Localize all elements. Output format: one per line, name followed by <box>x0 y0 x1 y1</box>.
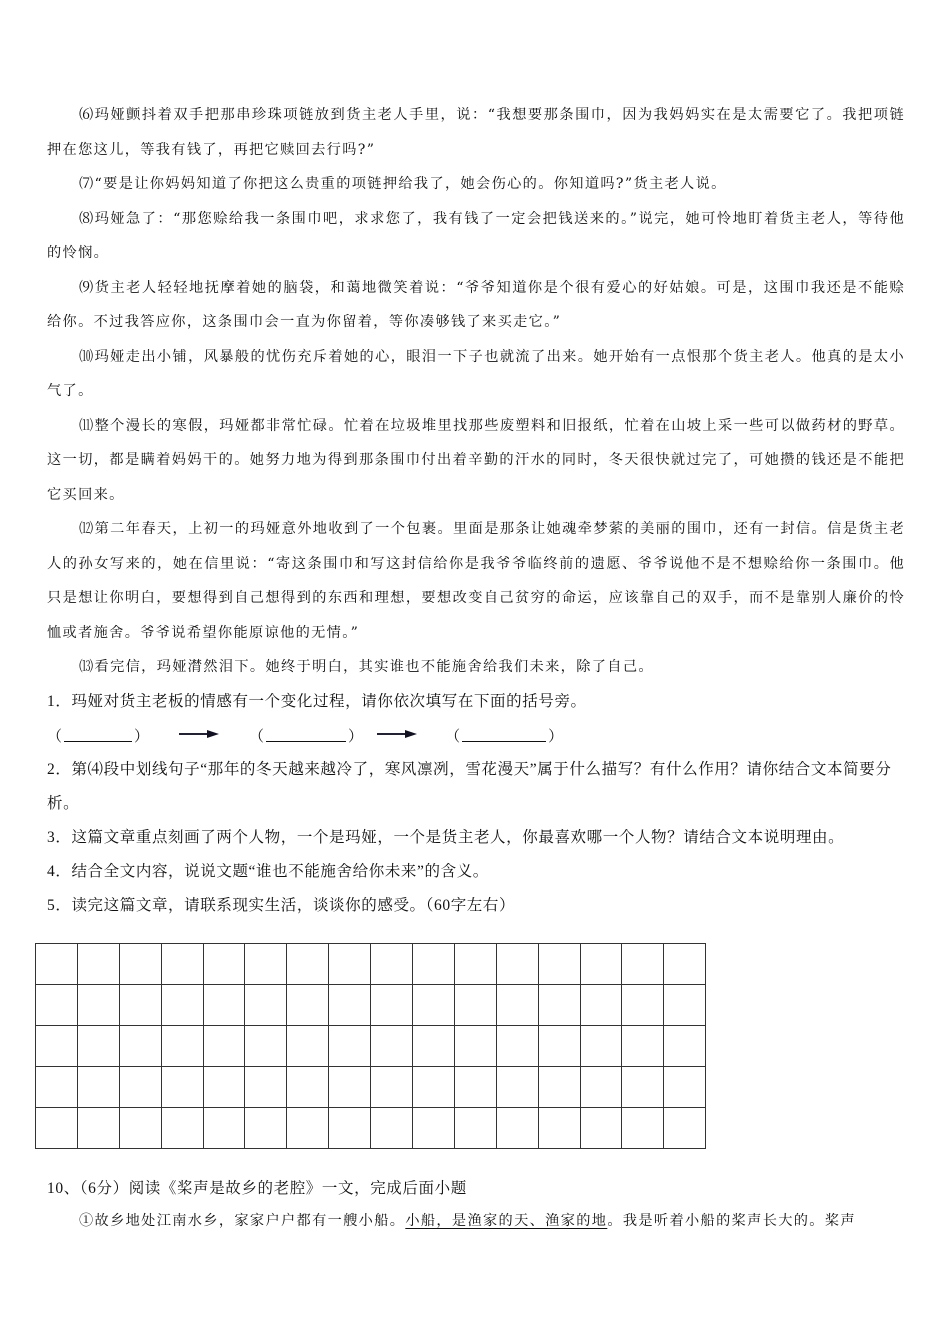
question-2: 2．第⑷段中划线句子“那年的冬天越来越冷了，寒风凛冽，雪花漫天”属于什么描写？有什么作用？请你结合文本简要分析。 <box>47 760 892 812</box>
paragraph-10: ⑽玛娅走出小铺，风暴般的忧伤充斥着她的心，眼泪一下子也就流了出来。她开始有一点恨那个货主老人。他真的是太小气了。 <box>47 348 905 399</box>
grid-cell[interactable] <box>538 1026 580 1067</box>
grid-row <box>36 1026 706 1067</box>
grid-cell[interactable] <box>203 1108 245 1149</box>
grid-cell[interactable] <box>664 1026 706 1067</box>
grid-cell[interactable] <box>329 1026 371 1067</box>
answer-grid[interactable] <box>35 943 706 1149</box>
passage <box>47 98 905 923</box>
grid-cell[interactable] <box>496 944 538 985</box>
grid-cell[interactable] <box>580 1067 622 1108</box>
grid-cell[interactable] <box>622 1026 664 1067</box>
paragraph-8: ⑻玛娅急了：“那您赊给我一条围巾吧，求求您了，我有钱了一定会把钱送来的。”说完，她可怜地盯着货主老人，等待他的怜悯。 <box>47 210 905 261</box>
grid-cell[interactable] <box>454 985 496 1026</box>
grid-cell[interactable] <box>496 985 538 1026</box>
grid-cell[interactable] <box>622 1067 664 1108</box>
grid-cell[interactable] <box>413 985 455 1026</box>
grid-cell[interactable] <box>664 1108 706 1149</box>
grid-cell[interactable] <box>245 1067 287 1108</box>
grid-cell[interactable] <box>538 1067 580 1108</box>
grid-row <box>36 944 706 985</box>
grid-cell[interactable] <box>245 944 287 985</box>
grid-cell[interactable] <box>580 1026 622 1067</box>
grid-cell[interactable] <box>622 985 664 1026</box>
question-5: 5．读完这篇文章，请联系现实生活，谈谈你的感受。（60字左右） <box>47 896 516 914</box>
grid-cell[interactable] <box>287 1026 329 1067</box>
grid-cell[interactable] <box>371 1026 413 1067</box>
grid-cell[interactable] <box>496 1026 538 1067</box>
section-10-title: 10、（6分）阅读《桨声是故乡的老腔》一文，完成后面小题 <box>47 1180 467 1197</box>
grid-cell[interactable] <box>664 1067 706 1108</box>
grid-cell[interactable] <box>371 944 413 985</box>
grid-cell[interactable] <box>329 1108 371 1149</box>
grid-cell[interactable] <box>496 1108 538 1149</box>
grid-cell[interactable] <box>161 944 203 985</box>
grid-cell[interactable] <box>287 944 329 985</box>
grid-cell[interactable] <box>496 1067 538 1108</box>
grid-cell[interactable] <box>119 1067 161 1108</box>
grid-cell[interactable] <box>371 985 413 1026</box>
grid-cell[interactable] <box>161 985 203 1026</box>
question-1: 1．玛娅对货主老板的情感有一个变化过程，请你依次填写在下面的括号旁。 <box>47 692 587 710</box>
grid-cell[interactable] <box>161 1026 203 1067</box>
grid-cell[interactable] <box>622 1108 664 1149</box>
grid-cell[interactable] <box>329 1067 371 1108</box>
grid-cell[interactable] <box>413 1108 455 1149</box>
grid-cell[interactable] <box>77 985 119 1026</box>
grid-cell[interactable] <box>329 944 371 985</box>
grid-cell[interactable] <box>413 1026 455 1067</box>
grid-cell[interactable] <box>161 1067 203 1108</box>
grid-cell[interactable] <box>664 944 706 985</box>
underlined-sentence: 小船，是渔家的天、渔家的地 <box>405 1213 608 1229</box>
grid-cell[interactable] <box>580 985 622 1026</box>
grid-cell[interactable] <box>245 1108 287 1149</box>
grid-cell[interactable] <box>329 985 371 1026</box>
grid-cell[interactable] <box>580 944 622 985</box>
grid-cell[interactable] <box>287 1067 329 1108</box>
grid-cell[interactable] <box>287 1108 329 1149</box>
grid-cell[interactable] <box>371 1067 413 1108</box>
grid-cell[interactable] <box>580 1108 622 1149</box>
grid-cell[interactable] <box>287 985 329 1026</box>
paragraph-12: ⑿第二年春天，上初一的玛娅意外地收到了一个包裹。里面是那条让她魂牵梦萦的美丽的围巾，还有一封信。信是货主老人的孙女写来的，她在信里说：“寄这条围巾和写这封信给你是我爷爷临终前的遗愿、爷爷说他不是不想赊给你一条围巾。他只是想让你明白，要想得到自己想得到的东西和理想，要想改变自己贫穷的命运，应该靠自己的双手，而不是靠别人廉价的怜恤或者施舍。爷爷说希望你能原谅他的无情。” <box>47 521 905 641</box>
question-4: 4．结合全文内容，说说文题“谁也不能施舍给你未来”的含义。 <box>47 862 489 880</box>
grid-cell[interactable] <box>119 985 161 1026</box>
grid-cell[interactable] <box>77 1108 119 1149</box>
grid-cell[interactable] <box>77 1026 119 1067</box>
section-10 <box>47 1172 905 1236</box>
grid-cell[interactable] <box>454 1108 496 1149</box>
grid-cell[interactable] <box>77 944 119 985</box>
grid-cell[interactable] <box>36 985 78 1026</box>
grid-cell[interactable] <box>245 1026 287 1067</box>
paragraph-6: ⑹玛娅颤抖着双手把那串珍珠项链放到货主老人手里，说：“我想要那条围巾，因为我妈妈实在是太需要它了。我把项链押在您这儿，等我有钱了，再把它赎回去行吗?” <box>47 107 905 158</box>
answer-blank-3[interactable]: （ ） <box>445 729 564 745</box>
grid-row <box>36 1067 706 1108</box>
grid-cell[interactable] <box>664 985 706 1026</box>
grid-cell[interactable] <box>203 1067 245 1108</box>
answer-blank-2[interactable]: （ ） <box>249 729 364 745</box>
arrow-right-icon <box>179 727 219 744</box>
grid-cell[interactable] <box>119 1026 161 1067</box>
grid-cell[interactable] <box>538 944 580 985</box>
grid-cell[interactable] <box>36 1108 78 1149</box>
question-3: 3．这篇文章重点刻画了两个人物，一个是玛娅，一个是货主老人，你最喜欢哪一个人物？请结合文本说明理由。 <box>47 828 845 846</box>
grid-cell[interactable] <box>119 1108 161 1149</box>
grid-cell[interactable] <box>203 985 245 1026</box>
section-10-paragraph-1: ①故乡地处江南水乡，家家户户都有一艘小船。小船，是渔家的天、渔家的地。我是听着小船的桨声长大的。桨声 <box>79 1213 856 1229</box>
paragraph-11: ⑾整个漫长的寒假，玛娅都非常忙碌。忙着在垃圾堆里找那些废塑料和旧报纸，忙着在山坡上采一些可以做药材的野草。这一切，都是瞒着妈妈干的。她努力地为得到那条围巾付出着辛勤的汗水的同时，冬天很快就过完了，可她攒的钱还是不能把它买回来。 <box>47 417 905 503</box>
grid-cell[interactable] <box>36 944 78 985</box>
grid-cell[interactable] <box>203 944 245 985</box>
grid-cell[interactable] <box>413 1067 455 1108</box>
grid-cell[interactable] <box>413 944 455 985</box>
grid-cell[interactable] <box>538 985 580 1026</box>
grid-cell[interactable] <box>161 1108 203 1149</box>
emotion-sequence <box>47 719 905 753</box>
grid-cell[interactable] <box>119 944 161 985</box>
grid-cell[interactable] <box>454 1026 496 1067</box>
grid-cell[interactable] <box>245 985 287 1026</box>
paragraph-13: ⒀看完信，玛娅潸然泪下。她终于明白，其实谁也不能施舍给我们未来，除了自己。 <box>79 659 654 675</box>
grid-cell[interactable] <box>371 1108 413 1149</box>
grid-cell[interactable] <box>36 1026 78 1067</box>
grid-cell[interactable] <box>454 1067 496 1108</box>
answer-blank-1[interactable]: （ ） <box>47 729 150 745</box>
grid-cell[interactable] <box>622 944 664 985</box>
grid-row <box>36 1108 706 1149</box>
grid-cell[interactable] <box>36 1067 78 1108</box>
grid-cell[interactable] <box>538 1108 580 1149</box>
paragraph-9: ⑼货主老人轻轻地抚摩着她的脑袋，和蔼地微笑着说：“爷爷知道你是个很有爱心的好姑娘。可是，这围巾我还是不能赊给你。不过我答应你，这条围巾会一直为你留着，等你凑够钱了来买走它。” <box>47 279 905 330</box>
grid-row <box>36 985 706 1026</box>
grid-cell[interactable] <box>77 1067 119 1108</box>
arrow-right-icon <box>377 727 417 744</box>
grid-cell[interactable] <box>203 1026 245 1067</box>
paragraph-7: ⑺“要是让你妈妈知道了你把这么贵重的项链押给我了，她会伤心的。你知道吗?”货主老人说。 <box>79 176 727 192</box>
grid-cell[interactable] <box>454 944 496 985</box>
